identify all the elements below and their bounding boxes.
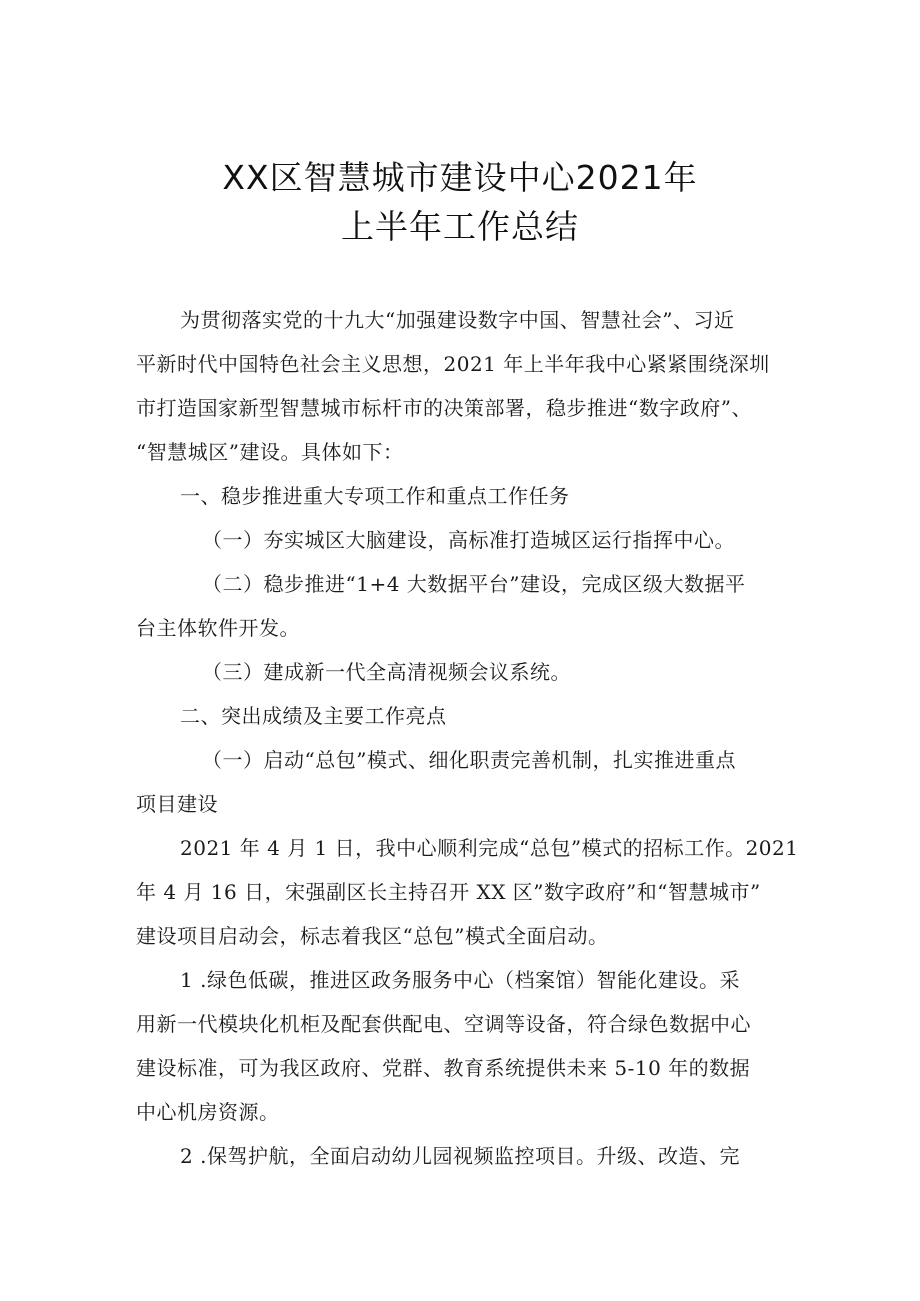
text-line: 台主体软件开发。	[136, 616, 300, 640]
sub-item-1-3	[136, 650, 796, 694]
text-line: 平新时代中国特色社会主义思想，2021 年上半年我中心紧紧围绕深圳	[136, 352, 770, 376]
text-line: 用新一代模块化机柜及配套供配电、空调等设备，符合绿色数据中心	[136, 1012, 751, 1036]
sub-item-1-2	[136, 562, 796, 650]
numbered-item-2	[136, 1134, 796, 1178]
text-line: （三）建成新一代全高清视频会议系统。	[202, 660, 571, 684]
sub-item-2-1	[136, 738, 796, 826]
text-line: （二）稳步推进“1+4 大数据平台”建设，完成区级大数据平	[202, 572, 746, 596]
text-line: 建设项目启动会，标志着我区“总包”模式全面启动。	[136, 924, 609, 948]
text-line: 一、稳步推进重大专项工作和重点工作任务	[180, 484, 570, 508]
text-line: 市打造国家新型智慧城市标杆市的决策部署，稳步推进“数字政府”、	[136, 396, 752, 420]
text-line: 1 .绿色低碳，推进区政务服务中心（档案馆）智能化建设。采	[180, 968, 740, 992]
text-line: 2021 年 4 月 1 日，我中心顺利完成“总包”模式的招标工作。2021	[180, 836, 799, 860]
text-line: 二、突出成绩及主要工作亮点	[180, 704, 447, 728]
sub-item-1-1	[136, 518, 796, 562]
document-title-line-1: XX区智慧城市建设中心2021年	[222, 158, 698, 197]
text-line: “智慧城区”建设。具体如下：	[136, 440, 404, 464]
text-line: 2 .保驾护航，全面启动幼儿园视频监控项目。升级、改造、完	[180, 1144, 740, 1168]
text-line: 年 4 月 16 日，宋强副区长主持召开 XX 区”数字政府”和“智慧城市”	[136, 880, 761, 904]
section-heading-1	[136, 474, 796, 518]
document-title-line-2: 上半年工作总结	[341, 207, 579, 246]
numbered-item-1	[136, 958, 796, 1134]
document-body	[136, 298, 799, 1178]
text-line: （一）夯实城区大脑建设，高标准打造城区运行指挥中心。	[202, 528, 735, 552]
text-line: 为贯彻落实党的十九大“加强建设数字中国、智慧社会”、习近	[180, 308, 735, 332]
intro-paragraph	[136, 298, 796, 474]
section-heading-2	[136, 694, 796, 738]
body-paragraph	[136, 826, 799, 958]
text-line: 项目建设	[136, 792, 218, 816]
text-line: 中心机房资源。	[136, 1100, 280, 1124]
text-line: （一）启动“总包”模式、细化职责完善机制，扎实推进重点	[202, 748, 736, 772]
text-line: 建设标准，可为我区政府、党群、教育系统提供未来 5-10 年的数据	[136, 1056, 751, 1080]
